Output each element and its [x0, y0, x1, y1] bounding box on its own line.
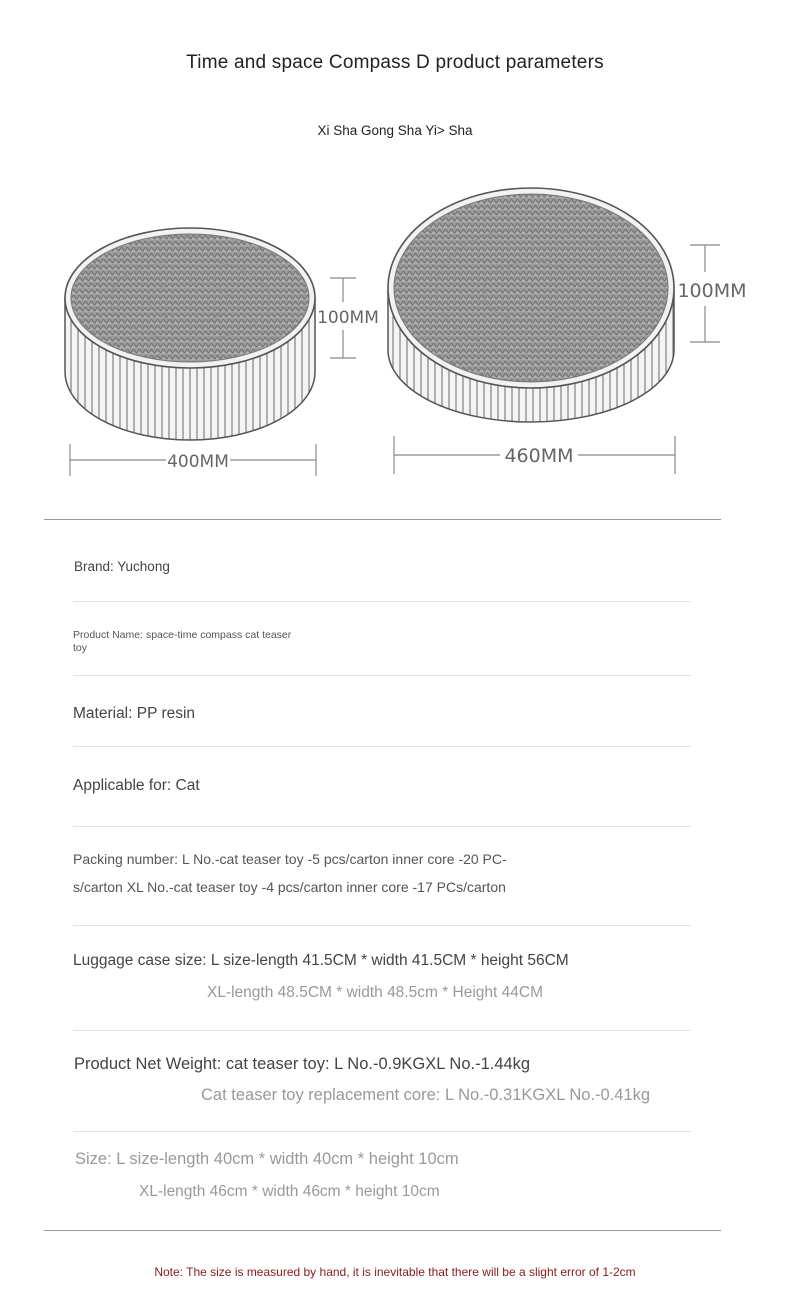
- spec-packing-line1: Packing number: L No.-cat teaser toy -5 pcs/carton inner core -20 PC-: [73, 851, 507, 867]
- spec-applicable: Applicable for: Cat: [73, 777, 200, 794]
- row-divider: [73, 1131, 691, 1132]
- small-width-label: 400MM: [167, 452, 229, 472]
- section-divider-top: [44, 519, 721, 520]
- product-dimension-diagram: [0, 160, 790, 490]
- large-height-label: 100MM: [677, 280, 747, 302]
- small-scratcher-illustration: [65, 228, 315, 440]
- spec-size-line2: XL-length 46cm * width 46cm * height 10cm: [139, 1183, 440, 1200]
- row-divider: [73, 1030, 691, 1031]
- spec-product-name-line2: toy: [73, 642, 88, 654]
- row-divider: [73, 925, 691, 926]
- spec-material: Material: PP resin: [73, 705, 196, 722]
- spec-product-name-line1: Product Name: space-time compass cat teaser: [73, 629, 292, 641]
- row-divider: [73, 746, 691, 747]
- spec-luggage-line2: XL-length 48.5CM * width 48.5cm * Height 44CM: [207, 984, 543, 1001]
- spec-size-line1: Size: L size-length 40cm * width 40cm * height 10cm: [75, 1150, 459, 1168]
- spec-weight-line1: Product Net Weight: cat teaser toy: L No.-0.9KGXL No.-1.44kg: [74, 1055, 531, 1073]
- spec-packing-line2: s/carton XL No.-cat teaser toy -4 pcs/carton inner core -17 PCs/carton: [73, 879, 506, 895]
- measurement-note: Note: The size is measured by hand, it is inevitable that there will be a slight error of 1-2cm: [154, 1265, 636, 1279]
- small-height-label: 100MM: [317, 308, 379, 328]
- section-divider-bottom: [44, 1230, 721, 1231]
- spec-brand: Brand: Yuchong: [74, 559, 170, 574]
- spec-weight-line2: Cat teaser toy replacement core: L No.-0.31KGXL No.-0.41kg: [201, 1086, 651, 1104]
- row-divider: [73, 601, 691, 602]
- page-subtitle: Xi Sha Gong Sha Yi> Sha: [317, 123, 473, 138]
- row-divider: [73, 675, 691, 676]
- spec-luggage-line1: Luggage case size: L size-length 41.5CM * width 41.5CM * height 56CM: [73, 952, 569, 969]
- row-divider: [73, 826, 691, 827]
- large-scratcher-illustration: [388, 188, 674, 422]
- page-title: Time and space Compass D product parameters: [186, 52, 604, 73]
- large-width-label: 460MM: [504, 445, 574, 467]
